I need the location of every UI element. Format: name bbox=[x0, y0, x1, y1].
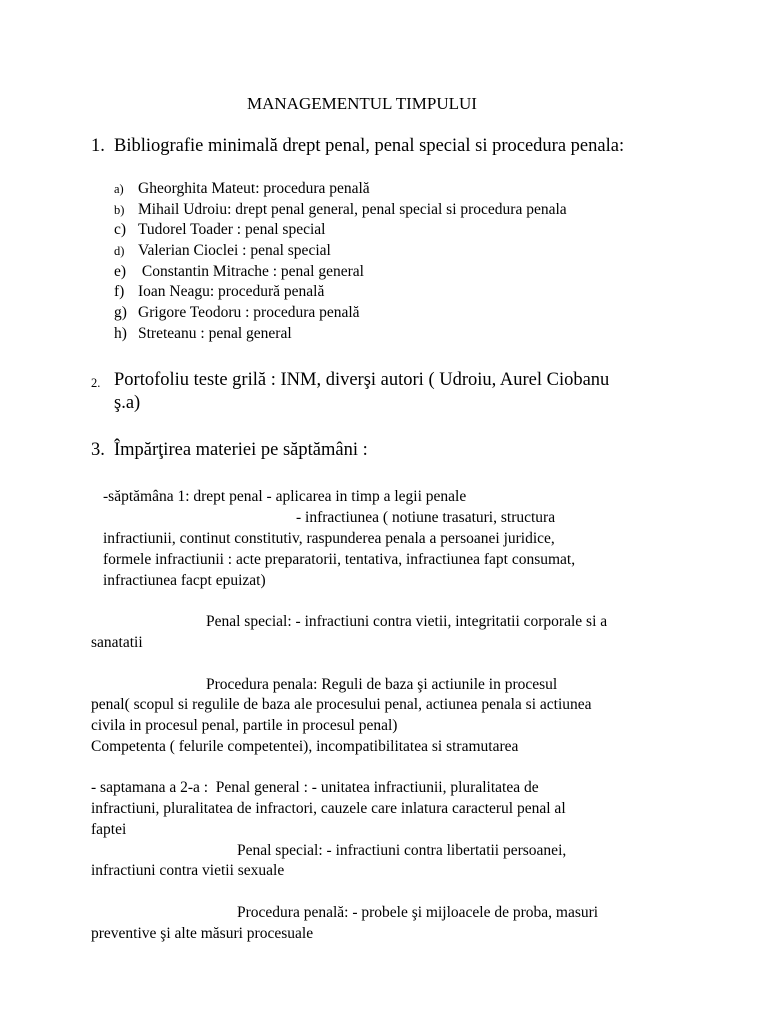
list-marker: a) bbox=[114, 182, 124, 196]
list-marker: e) bbox=[114, 262, 127, 280]
week1-line: -săptămâna 1: drept penal - aplicarea in timp a legii penale bbox=[103, 488, 467, 505]
week2-procedura: Procedura penală: - probele şi mijloacele de proba, masuri bbox=[237, 904, 599, 921]
list-item-text: Valerian Cioclei : penal special bbox=[138, 242, 331, 260]
list-item bbox=[0, 283, 768, 304]
list-item bbox=[0, 180, 768, 201]
week2-line: - saptamana a 2-a : Penal general : - unitatea infractiunii, pluralitatea de bbox=[91, 779, 539, 796]
document-title: MANAGEMENTUL TIMPULUI bbox=[247, 94, 477, 113]
section2-number: 2. bbox=[91, 376, 101, 390]
week1-line: infractiunea facpt epuizat) bbox=[103, 572, 266, 589]
list-marker: f) bbox=[114, 283, 125, 301]
section1-heading: Bibliografie minimală drept penal, penal special si procedura penala: bbox=[114, 136, 625, 156]
list-item-text: Gheorghita Mateut: procedura penală bbox=[138, 180, 370, 197]
list-item-text: Constantin Mitrache : penal general bbox=[138, 262, 364, 280]
list-marker: c) bbox=[114, 221, 127, 239]
week1-procedura: penal( scopul si regulile de baza ale procesului penal, actiunea penala si actiunea bbox=[91, 696, 592, 713]
week1-line: formele infractiunii : acte preparatorii, tentativa, infractiunea fapt consumat, bbox=[103, 551, 576, 568]
section1-number: 1. bbox=[91, 136, 105, 156]
week1-procedura: Procedura penala: Reguli de baza şi actiunile in procesul bbox=[206, 676, 558, 693]
week2-line: infractiuni, pluralitatea de infractori, cauzele care inlatura caracterul penal al bbox=[91, 800, 566, 817]
week1-penal-special: Penal special: - infractiuni contra vietii, integritatii corporale si a bbox=[206, 613, 608, 630]
week2-line: faptei bbox=[91, 821, 127, 838]
week1-procedura: civila in procesul penal, partile in procesul penal) bbox=[91, 717, 398, 734]
week1-line: - infractiunea ( notiune trasaturi, structura bbox=[296, 509, 556, 526]
section2-line: Portofoliu teste grilă : INM, diverşi autori ( Udroiu, Aurel Ciobanu bbox=[114, 370, 610, 390]
list-marker: b) bbox=[114, 202, 125, 217]
list-item bbox=[0, 221, 768, 242]
list-item-text: Mihail Udroiu: drept penal general, penal special si procedura penala bbox=[138, 200, 567, 218]
list-item bbox=[0, 263, 768, 284]
bibliography-list bbox=[0, 180, 768, 346]
list-item bbox=[0, 325, 768, 346]
week2-penal-special: Penal special: - infractiuni contra libertatii persoanei, bbox=[237, 842, 567, 859]
week2-procedura: preventive şi alte măsuri procesuale bbox=[91, 925, 314, 942]
week1-line: infractiunii, continut constitutiv, raspunderea penala a persoanei juridice, bbox=[103, 530, 555, 547]
list-item-text: Streteanu : penal general bbox=[138, 324, 292, 342]
section2-line: ş.a) bbox=[114, 393, 141, 413]
list-marker: h) bbox=[114, 324, 127, 342]
list-marker: g) bbox=[114, 304, 127, 322]
list-marker: d) bbox=[114, 244, 125, 259]
week1-penal-special: sanatatii bbox=[91, 634, 143, 651]
section3-heading: Împărţirea materiei pe săptămâni : bbox=[114, 440, 368, 460]
list-item bbox=[0, 304, 768, 325]
list-item bbox=[0, 201, 768, 222]
week1-procedura: Competenta ( felurile competentei), incompatibilitatea si stramutarea bbox=[91, 738, 519, 755]
section3-number: 3. bbox=[91, 440, 105, 460]
list-item-text: Grigore Teodoru : procedura penală bbox=[138, 304, 360, 322]
list-item-text: Tudorel Toader : penal special bbox=[138, 221, 326, 239]
list-item-text: Ioan Neagu: procedură penală bbox=[138, 283, 325, 301]
list-item bbox=[0, 242, 768, 263]
week2-penal-special: infractiuni contra vietii sexuale bbox=[91, 862, 285, 879]
